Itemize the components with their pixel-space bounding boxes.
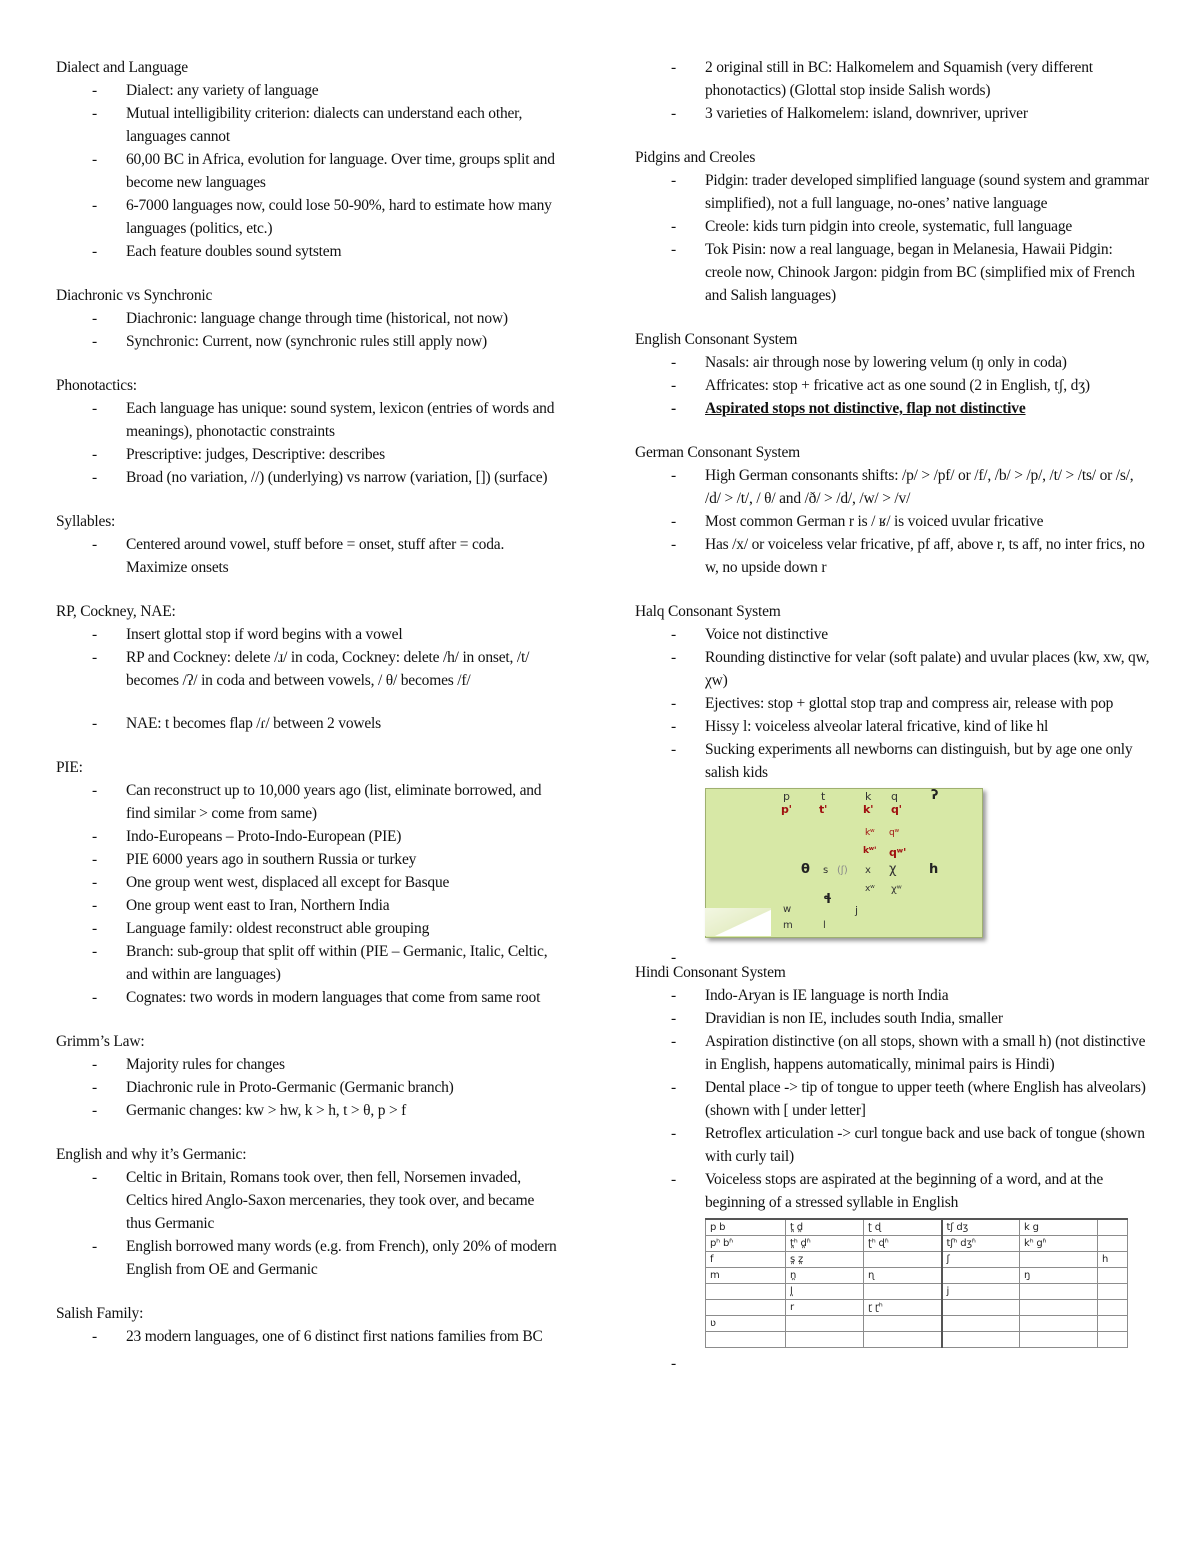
chart-glyph: m: [783, 920, 793, 931]
list-item: - Sucking experiments all newborns can distinguish, but by age one only salish kids: [635, 738, 1150, 784]
list-item: - English borrowed many words (e.g. from French), only 20% of modern English from OE and Germanic: [56, 1235, 561, 1281]
table-cell: k g: [1020, 1219, 1098, 1236]
chart-glyph: ɬ: [823, 892, 832, 907]
table-cell: tʃʰ dʒʱ: [942, 1236, 1020, 1252]
list-item: - 3 varieties of Halkomelem: island, downriver, upriver: [635, 102, 1150, 125]
list-item: - Centered around vowel, stuff before = onset, stuff after = coda. Maximize onsets: [56, 533, 561, 579]
left-column: [56, 56, 561, 1369]
list-item: - Cognates: two words in modern languages that come from same root: [56, 986, 561, 1009]
list-item: - Dialect: any variety of language: [56, 79, 561, 102]
table-cell: [706, 1300, 786, 1316]
section-german-consonants: [635, 441, 1150, 579]
table-cell: [864, 1316, 942, 1332]
list-item: - Diachronic: language change through time (historical, not now): [56, 307, 561, 330]
table-cell: [942, 1268, 1020, 1284]
chart-glyph: p': [781, 803, 792, 816]
table-cell: h: [1098, 1252, 1128, 1268]
section-heading: Pidgins and Creoles: [635, 149, 756, 166]
section-heading: Salish Family:: [56, 1305, 144, 1322]
chart-glyph: θ: [801, 862, 810, 877]
list-item: - Retroflex articulation -> curl tongue back and use back of tongue (shown with curly tail): [635, 1122, 1150, 1168]
list-item: - Has /x/ or voiceless velar fricative, pf aff, above r, ts aff, no inter frics, no w, no upside down r: [635, 533, 1150, 579]
chart-glyph: h: [929, 862, 939, 877]
table-cell: [1098, 1332, 1128, 1348]
section-phonotactics: [56, 374, 561, 489]
table-cell: ʈʰ ɖʱ: [864, 1236, 942, 1252]
section-salish-family: [56, 1302, 561, 1348]
table-cell: s̪ z̪: [786, 1252, 864, 1268]
chart-glyph: q: [891, 790, 898, 803]
section-halq-consonants: [635, 600, 1150, 940]
list-item: - Majority rules for changes: [56, 1053, 561, 1076]
table-cell: [864, 1284, 942, 1300]
table-cell: [1098, 1284, 1128, 1300]
list-item: - Insert glottal stop if word begins with a vowel: [56, 623, 561, 646]
section-syllables: [56, 510, 561, 579]
chart-glyph: l: [823, 920, 826, 931]
list-item: - Celtic in Britain, Romans took over, then fell, Norsemen invaded, Celtics hired Anglo-Saxon mercenaries, they took over, and became thus Germanic: [56, 1166, 561, 1235]
table-cell: r: [786, 1300, 864, 1316]
table-row: [706, 1219, 1128, 1236]
chart-glyph: j: [855, 904, 858, 917]
list-item: - Prescriptive: judges, Descriptive: describes: [56, 443, 561, 466]
chart-glyph: t': [819, 803, 828, 816]
list-item: - Indo-Europeans – Proto-Indo-European (PIE): [56, 825, 561, 848]
section-heading: Phonotactics:: [56, 377, 137, 394]
section-salish-continued: [635, 56, 1150, 125]
table-cell: ʃ: [942, 1252, 1020, 1268]
table-cell: [942, 1316, 1020, 1332]
table-cell: p b: [706, 1219, 786, 1236]
chart-glyph: t: [821, 790, 826, 803]
list-item: - Diachronic rule in Proto-Germanic (Germanic branch): [56, 1076, 561, 1099]
list-item: - RP and Cockney: delete /ɹ/ in coda, Cockney: delete /h/ in onset, /t/ becomes /ʔ/ in coda and between vowels, / θ/ becomes /f/: [56, 646, 561, 692]
list-item: - Voiceless stops are aspirated at the beginning of a word, and at the beginning of a stressed syllable in English: [635, 1168, 1150, 1214]
list-item: - 6-7000 languages now, could lose 50-90%, hard to estimate how many languages (politics, etc.): [56, 194, 561, 240]
list-item: - PIE 6000 years ago in southern Russia or turkey: [56, 848, 561, 871]
chart-glyph: w: [783, 904, 791, 915]
table-cell: [942, 1300, 1020, 1316]
list-item: - Broad (no variation, //) (underlying) vs narrow (variation, []) (surface): [56, 466, 561, 489]
section-heading: Grimm’s Law:: [56, 1033, 145, 1050]
list-item: - NAE: t becomes flap /ɾ/ between 2 vowels: [56, 712, 561, 735]
table-cell: [1098, 1236, 1128, 1252]
chart-glyph: χʷ: [891, 884, 902, 895]
section-pidgins-creoles: [635, 146, 1150, 307]
section-heading: Halq Consonant System: [635, 603, 781, 620]
table-cell: t̪ d̪: [786, 1219, 864, 1236]
list-item: - Hissy l: voiceless alveolar lateral fricative, kind of like hl: [635, 715, 1150, 738]
chart-glyph: k: [865, 790, 872, 803]
list-item: - Affricates: stop + fricative act as one sound (2 in English, tʃ, dʒ): [635, 374, 1150, 397]
chart-glyph: (ʃ): [837, 865, 848, 876]
list-item: - Branch: sub-group that split off within (PIE – Germanic, Italic, Celtic, and within are languages): [56, 940, 561, 986]
section-heading: English Consonant System: [635, 331, 798, 348]
section-heading: Diachronic vs Synchronic: [56, 287, 213, 304]
hindi-consonant-table: [705, 1218, 1128, 1348]
list-item: - 2 original still in BC: Halkomelem and Squamish (very different phonotactics) (Glottal stop inside Salish words): [635, 56, 1150, 102]
table-cell: j: [942, 1284, 1020, 1300]
list-item: - Germanic changes: kw > hw, k > h, t > θ, p > f: [56, 1099, 561, 1122]
chart-glyph: kʷ: [865, 828, 875, 838]
table-cell: [1020, 1332, 1098, 1348]
section-heading: Dialect and Language: [56, 59, 188, 76]
section-english-germanic: [56, 1143, 561, 1281]
table-cell: [1098, 1300, 1128, 1316]
chart-glyph: χ: [889, 862, 897, 877]
chart-glyph: x: [865, 865, 871, 876]
list-item: - 23 modern languages, one of 6 distinct first nations families from BC: [56, 1325, 561, 1348]
table-cell: [706, 1332, 786, 1348]
table-cell: [1020, 1252, 1098, 1268]
table-row: [706, 1268, 1128, 1284]
table-cell: [864, 1332, 942, 1348]
table-cell: [1098, 1316, 1128, 1332]
table-cell: tʃ dʒ: [942, 1219, 1020, 1236]
table-row: [706, 1252, 1128, 1268]
table-cell: [1020, 1284, 1098, 1300]
section-pie: [56, 756, 561, 1009]
section-hindi-consonants: [635, 961, 1150, 1348]
table-cell: [1098, 1219, 1128, 1236]
list-item-emphasis: - Aspirated stops not distinctive, flap not distinctive: [635, 397, 1150, 420]
table-cell: [1098, 1268, 1128, 1284]
list-item: - One group went east to Iran, Northern India: [56, 894, 561, 917]
section-rp-cockney-nae: [56, 600, 561, 735]
list-item: - One group went west, displaced all except for Basque: [56, 871, 561, 894]
salish-consonant-chart: [705, 788, 985, 940]
list-item: - Aspiration distinctive (on all stops, shown with a small h) (not distinctive in English, happens automatically, minimal pairs is Hindi): [635, 1030, 1150, 1076]
table-cell: [864, 1252, 942, 1268]
table-cell: l̪: [786, 1284, 864, 1300]
section-heading: Syllables:: [56, 513, 116, 530]
list-item: - Dravidian is non IE, includes south India, smaller: [635, 1007, 1150, 1030]
chart-glyph: xʷ: [865, 884, 875, 894]
section-heading: PIE:: [56, 759, 83, 776]
chart-glyph: qʷ: [889, 828, 899, 838]
table-cell: f: [706, 1252, 786, 1268]
section-heading: English and why it’s Germanic:: [56, 1146, 247, 1163]
chart-glyph: qʷ': [889, 846, 907, 859]
table-cell: kʰ gʱ: [1020, 1236, 1098, 1252]
section-english-consonants: [635, 328, 1150, 420]
section-dialect-language: [56, 56, 561, 263]
list-item: - Most common German r is / ʁ/ is voiced uvular fricative: [635, 510, 1150, 533]
section-diachronic-synchronic: [56, 284, 561, 353]
list-item: - Tok Pisin: now a real language, began in Melanesia, Hawaii Pidgin: creole now, Chinook Jargon: pidgin from BC (simplified mix of French and Salish languages): [635, 238, 1150, 307]
table-cell: [786, 1332, 864, 1348]
table-row: [706, 1332, 1128, 1348]
section-heading: RP, Cockney, NAE:: [56, 603, 176, 620]
table-cell: [1020, 1300, 1098, 1316]
table-cell: ɽ ɽʰ: [864, 1300, 942, 1316]
list-item: - Creole: kids turn pidgin into creole, systematic, full language: [635, 215, 1150, 238]
table-cell: [706, 1284, 786, 1300]
list-item: - Nasals: air through nose by lowering velum (ŋ only in coda): [635, 351, 1150, 374]
list-item: - Synchronic: Current, now (synchronic rules still apply now): [56, 330, 561, 353]
chart-glyph: s: [823, 865, 829, 876]
table-row: [706, 1236, 1128, 1252]
section-heading: German Consonant System: [635, 444, 801, 461]
list-item: - Voice not distinctive: [635, 623, 1150, 646]
table-cell: ŋ: [1020, 1268, 1098, 1284]
table-cell: ʈ ɖ: [864, 1219, 942, 1236]
list-item: - Each feature doubles sound sytstem: [56, 240, 561, 263]
list-item: - Ejectives: stop + glottal stop trap and compress air, release with pop: [635, 692, 1150, 715]
chart-glyph: kʷ': [863, 846, 877, 856]
table-cell: [1020, 1316, 1098, 1332]
chart-glyph: ʔ: [931, 788, 939, 803]
list-item: - Can reconstruct up to 10,000 years ago (list, eliminate borrowed, and find similar > come from same): [56, 779, 561, 825]
list-item: - Indo-Aryan is IE language is north India: [635, 984, 1150, 1007]
list-item: - Pidgin: trader developed simplified language (sound system and grammar simplified), not a full language, no-ones’ native language: [635, 169, 1150, 215]
section-heading: Hindi Consonant System: [635, 964, 786, 981]
section-grimms-law: [56, 1030, 561, 1122]
list-item: - Each language has unique: sound system, lexicon (entries of words and meanings), phonotactic constraints: [56, 397, 561, 443]
list-item: - Language family: oldest reconstruct able grouping: [56, 917, 561, 940]
table-cell: t̪ʰ d̪ʱ: [786, 1236, 864, 1252]
table-cell: ʋ: [706, 1316, 786, 1332]
table-row: [706, 1300, 1128, 1316]
list-item: - High German consonants shifts: /p/ > /pf/ or /f/, /b/ > /p/, /t/ > /ts/ or /s/, /d/ > /t/, / θ/ and /ð/ > /d/, /w/ > /v/: [635, 464, 1150, 510]
chart-glyph: k': [863, 803, 874, 816]
table-cell: pʰ bʱ: [706, 1236, 786, 1252]
table-row: [706, 1284, 1128, 1300]
table-cell: n̪: [786, 1268, 864, 1284]
right-column: [635, 56, 1150, 1369]
table-cell: m: [706, 1268, 786, 1284]
list-item: - Rounding distinctive for velar (soft palate) and uvular places (kw, xw, qw, χw): [635, 646, 1150, 692]
page-curl-decoration: [705, 908, 771, 936]
table-cell: [786, 1316, 864, 1332]
table-cell: ɳ: [864, 1268, 942, 1284]
table-cell: [942, 1332, 1020, 1348]
list-item: - Mutual intelligibility criterion: dialects can understand each other, languages cannot: [56, 102, 561, 148]
list-item: - Dental place -> tip of tongue to upper teeth (where English has alveolars) (shown with [ under letter]: [635, 1076, 1150, 1122]
chart-glyph: p: [783, 790, 790, 803]
list-item: - 60,00 BC in Africa, evolution for language. Over time, groups split and become new languages: [56, 148, 561, 194]
table-row: [706, 1316, 1128, 1332]
chart-glyph: q': [891, 803, 902, 816]
